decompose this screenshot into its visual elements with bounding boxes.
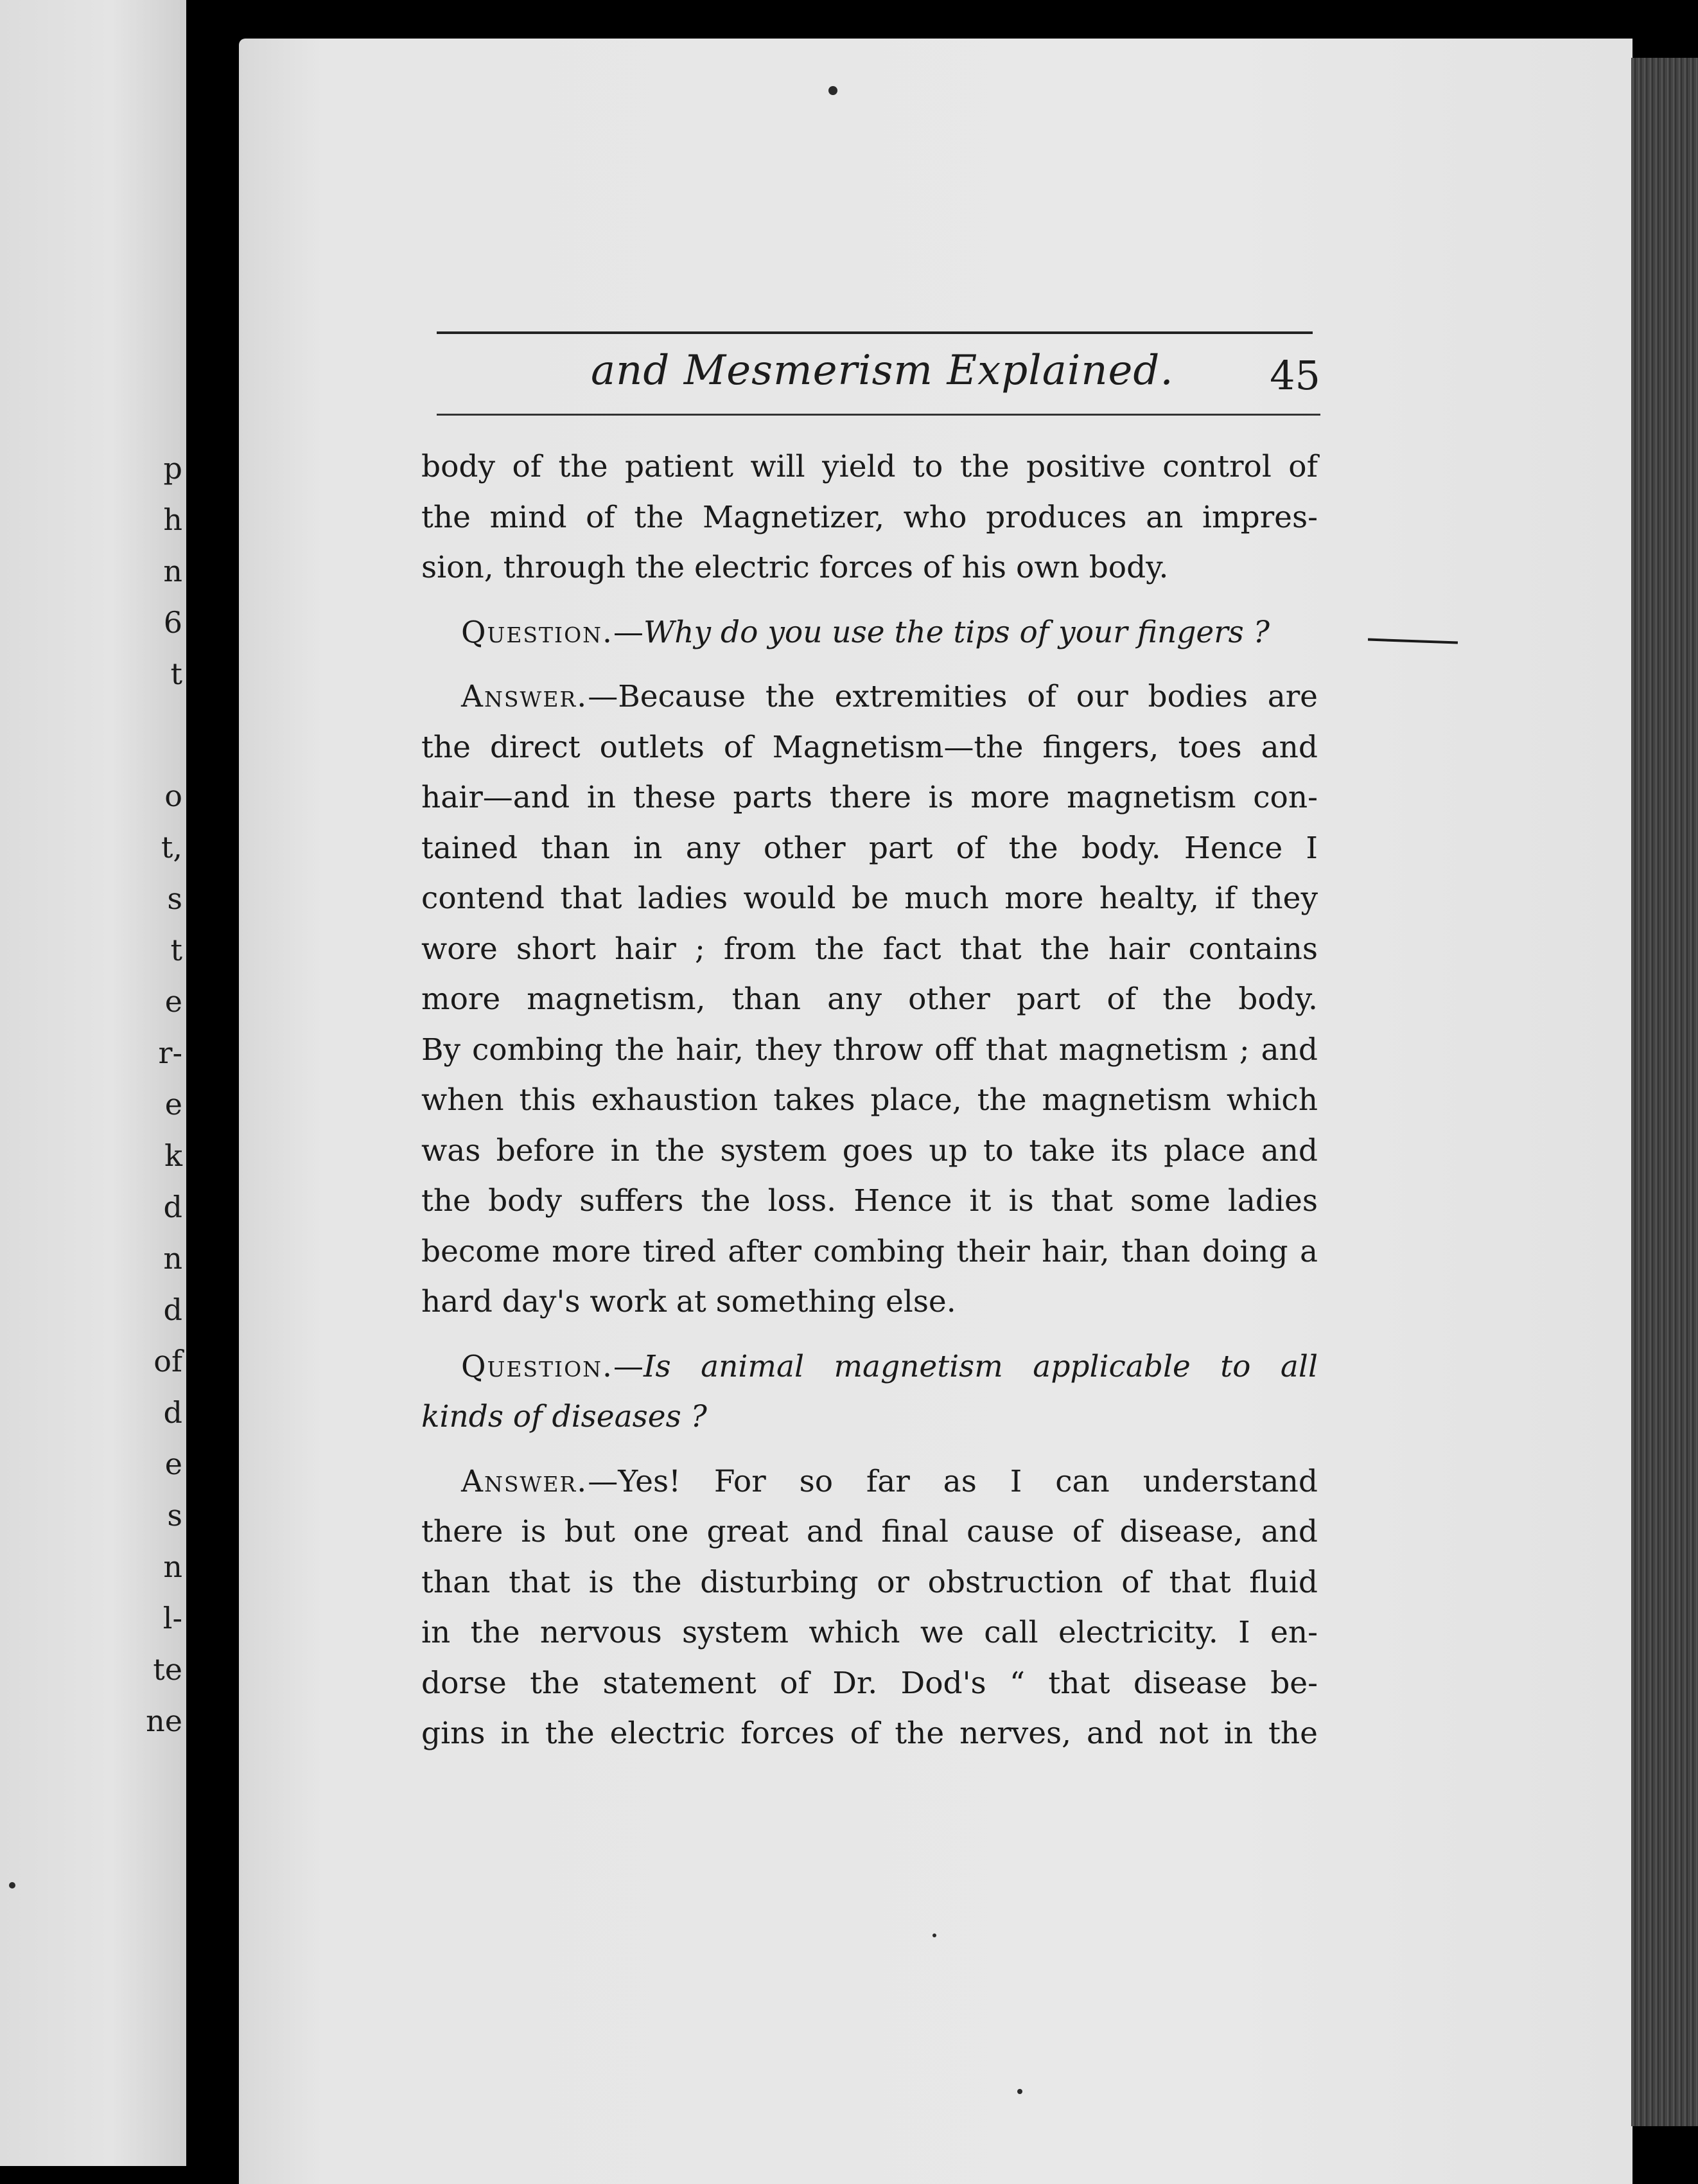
question-label: Question. [461,1348,613,1384]
answer-text: Because the extremities of our bodies are [618,679,1318,714]
page-number: 45 [1270,352,1320,399]
question-text: Is animal magnetism applicable to all [643,1348,1318,1384]
text-line: tained than in any other part of the body. Hence I [421,830,1318,866]
dust-speck [828,86,837,95]
text-line: more magnetism, than any other part of the body. [421,982,1318,1017]
line-ending: of [153,1344,182,1378]
line-ending: d [163,1395,182,1430]
line-ending: ne [146,1704,182,1738]
text-line: hair—and in these parts there is more magnetism con- [421,780,1318,815]
text-line: become more tired after combing their hair, than doing a [421,1233,1318,1269]
em-dash: — [613,614,643,650]
text-line: dorse the statement of Dr. Dod's “ that disease be- [421,1665,1318,1701]
answer-2-first-line [421,1457,1318,1508]
line-ending: s [167,881,182,916]
previous-page-line-endings [148,0,186,2166]
running-title: and Mesmerism Explained. [591,347,1174,394]
question-label: Question. [461,614,613,650]
line-ending: d [163,1190,182,1224]
line-ending: e [164,1447,182,1481]
dust-speck [932,1933,936,1937]
book-gutter [186,0,244,2184]
line-ending: o [164,779,182,813]
line-ending: p [163,451,182,486]
question-2-second-line: kinds of diseases ? [421,1399,707,1434]
question-text: Why do you use the tips of your fingers ? [643,614,1270,650]
running-head [437,344,1320,402]
text-line: hard day's work at something else. [421,1284,956,1319]
header-rule-bottom [437,414,1320,416]
line-ending: e [164,1087,182,1122]
question-1 [421,608,1318,658]
line-ending: e [164,984,182,1019]
text-line: the body suffers the loss. Hence it is that some ladies [421,1183,1318,1219]
line-ending: t, [161,830,182,865]
text-line: sion, through the electric forces of his own body. [421,550,1169,585]
answer-text: Yes! For so far as I can understand [618,1463,1318,1499]
text-line: there is but one great and final cause of disease, and [421,1514,1318,1549]
text-line: than that is the disturbing or obstruction of that fluid [421,1564,1318,1600]
line-ending: n [163,554,182,588]
em-dash: — [613,1348,643,1384]
text-line: contend that ladies would be much more healty, if they [421,881,1318,916]
header-rule-top [437,331,1313,334]
answer-label: Answer. [461,1463,588,1499]
text-line: the direct outlets of Magnetism—the fingers, toes and [421,729,1318,765]
text-line: body of the patient will yield to the positive control of [421,449,1318,484]
line-ending: d [163,1292,182,1327]
answer-label: Answer. [461,679,588,714]
text-line: wore short hair ; from the fact that the hair contains [421,931,1318,967]
line-ending: k [164,1138,182,1173]
text-line: was before in the system goes up to take its place and [421,1132,1318,1168]
question-2-first-line [421,1342,1318,1393]
line-ending: l- [162,1601,182,1635]
line-ending: n [163,1549,182,1584]
text-line: By combing the hair, they throw off that magnetism ; and [421,1032,1318,1068]
line-ending: t [170,656,182,691]
page-edge-stack [1631,58,1698,2126]
text-line: the mind of the Magnetizer, who produces an impres- [421,499,1318,535]
dust-speck [1017,2089,1022,2094]
line-ending: 6 [163,605,182,640]
line-ending: t [170,933,182,967]
body-text [421,442,1318,1759]
line-ending: te [153,1652,182,1687]
em-dash: — [588,679,618,714]
line-ending: n [163,1241,182,1276]
text-line: gins in the electric forces of the nerves, and not in the [421,1716,1318,1751]
dust-speck [9,1882,15,1889]
line-ending: s [167,1498,182,1533]
line-ending: h [163,502,182,537]
answer-1-first-line [421,672,1318,723]
text-line: when this exhaustion takes place, the magnetism which [421,1082,1318,1118]
previous-page-fragment [0,0,186,2166]
em-dash: — [588,1463,618,1499]
text-line: in the nervous system which we call electricity. I en- [421,1615,1318,1650]
line-ending: r- [158,1035,182,1070]
